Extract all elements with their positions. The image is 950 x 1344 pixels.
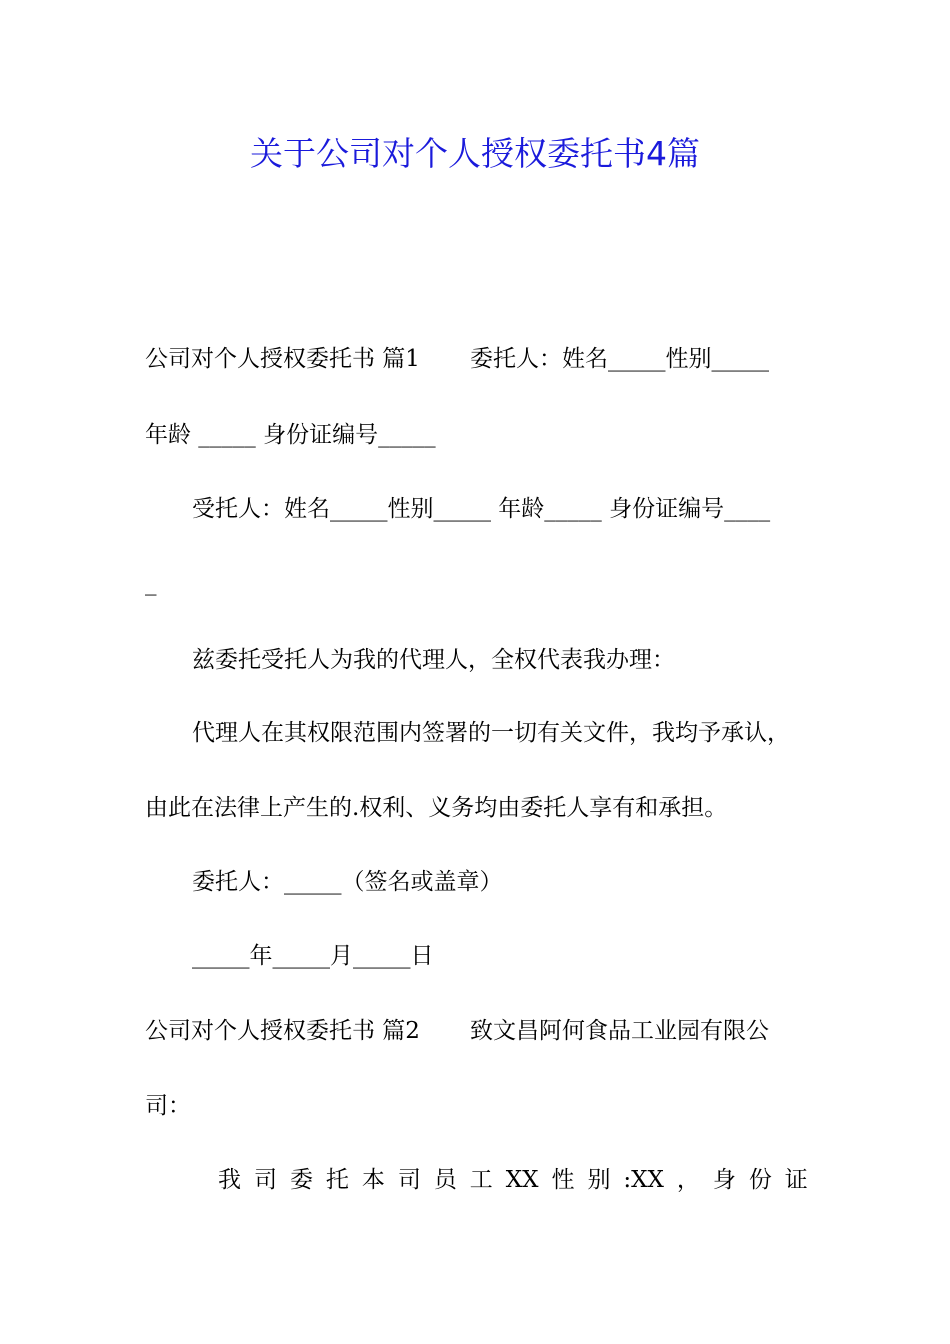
paragraph-line: 由此在法律上产生的.权利、义务均由委托人享有和承担。: [145, 795, 728, 821]
line-word: 司: [253, 1167, 277, 1193]
line-word: :XX: [623, 1167, 664, 1193]
line-text: 委托人：姓名_____性别_____: [469, 346, 769, 372]
line-word: XX: [505, 1167, 539, 1193]
paragraph-line: 兹委托受托人为我的代理人，全权代表我办理：: [192, 647, 675, 673]
section-heading: 公司对个人授权委托书 篇2: [145, 1018, 420, 1044]
line-word: 别: [587, 1167, 611, 1193]
line-word: 司: [397, 1167, 421, 1193]
line-word: 我: [218, 1167, 241, 1193]
line-word: 份: [748, 1167, 772, 1193]
paragraph-line: 受托人：姓名_____性别_____ 年龄_____ 身份证编号____: [192, 496, 771, 522]
line-word: 本: [361, 1167, 385, 1193]
paragraph-line: _____年_____月_____日: [192, 943, 434, 969]
section-heading: 公司对个人授权委托书 篇1: [145, 346, 420, 372]
paragraph-line: 委托人：_____（签名或盖章）: [192, 869, 503, 895]
justified-line: [218, 1165, 808, 1195]
line-word: 托: [325, 1167, 349, 1193]
line-word: 工: [469, 1167, 493, 1193]
line-word: 证: [784, 1167, 808, 1193]
paragraph-line: _: [145, 570, 157, 596]
paragraph-line: 年龄 _____ 身份证编号_____: [145, 422, 436, 448]
paragraph-line: [145, 344, 769, 374]
paragraph-line: [145, 1016, 769, 1046]
line-word: ，: [676, 1167, 700, 1193]
line-word: 性: [551, 1167, 575, 1193]
line-word: 员: [433, 1167, 457, 1193]
line-word: 委: [289, 1167, 313, 1193]
document-title: 关于公司对个人授权委托书4篇: [250, 134, 700, 173]
paragraph-line: 司：: [145, 1093, 191, 1119]
line-word: 身: [712, 1167, 736, 1193]
line-text: 致文昌阿何食品工业园有限公: [469, 1018, 769, 1044]
paragraph-line: 代理人在其权限范围内签署的一切有关文件，我均予承认，: [192, 720, 790, 746]
